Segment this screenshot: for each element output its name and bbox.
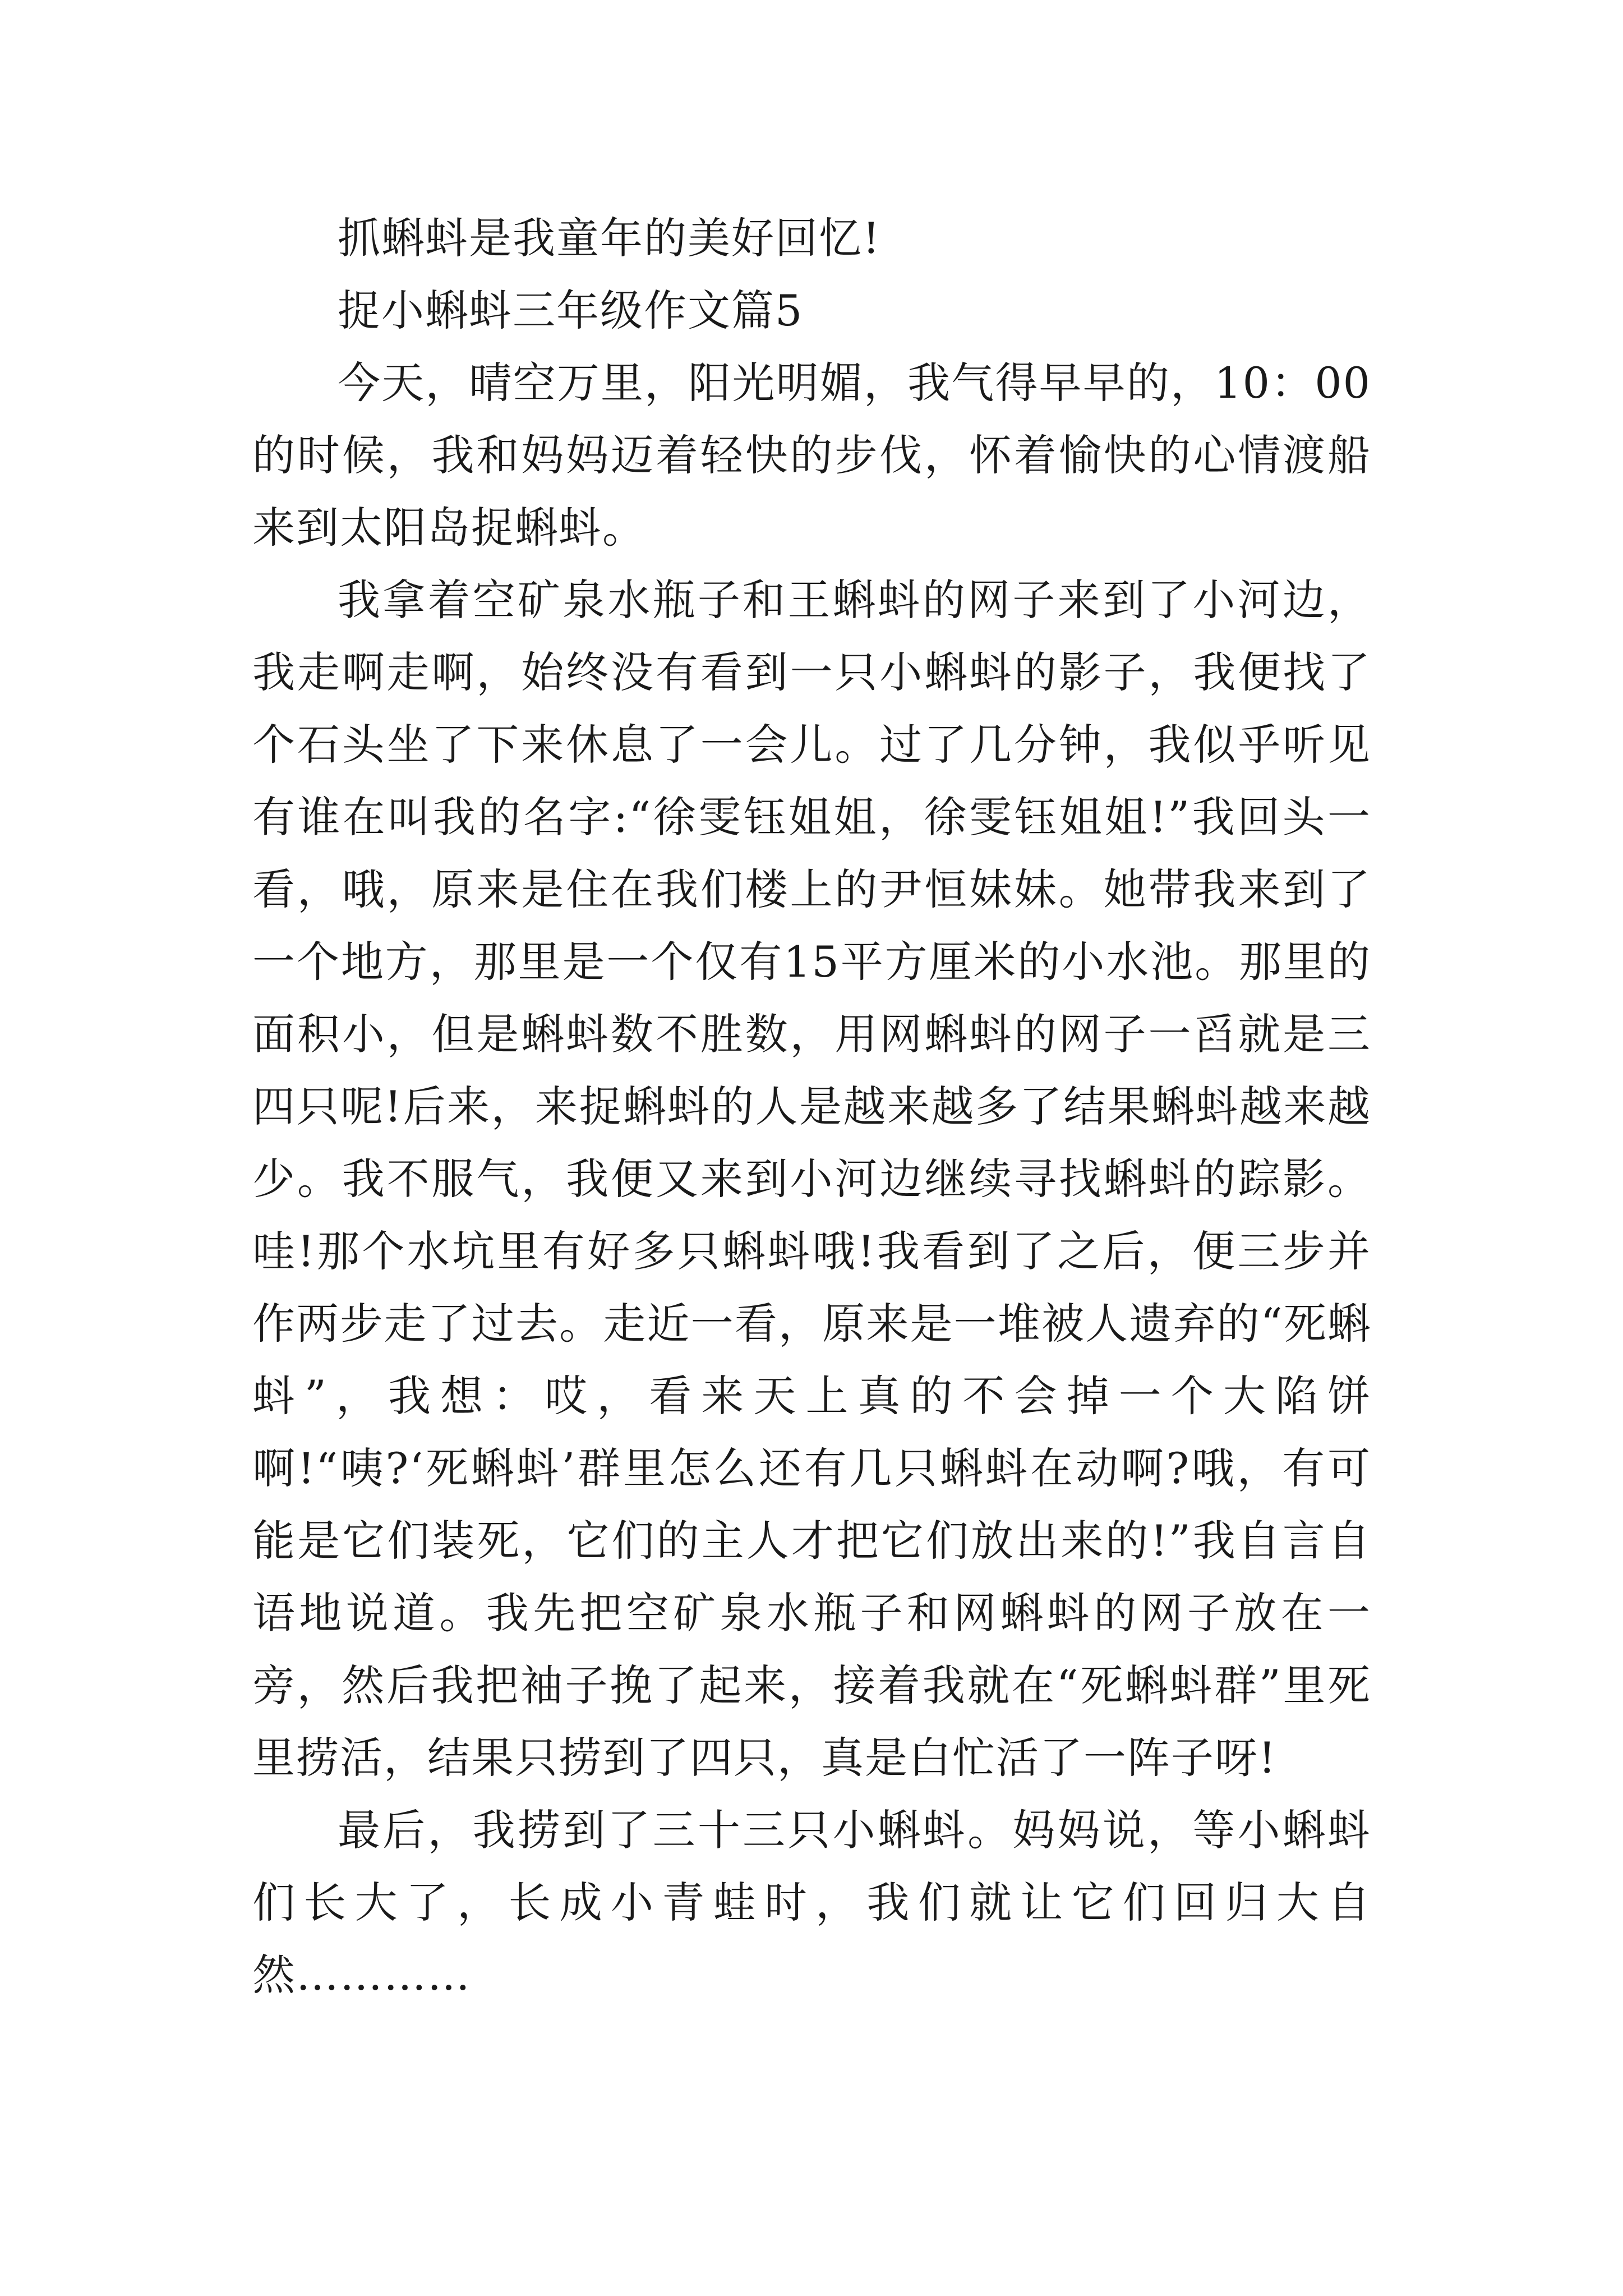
closing-line-previous-essay: 抓蝌蚪是我童年的美好回忆! [338, 213, 881, 263]
paragraph-intro: 今天，晴空万里，阳光明媚，我气得早早的，10：00的时候，我和妈妈迈着轻快的步伐，怀着愉快的心情渡船来到太阳岛捉蝌蚪。 [252, 358, 1371, 553]
essay-body [252, 202, 1371, 2011]
paragraph-main: 我拿着空矿泉水瓶子和王蝌蚪的网子来到了小河边，我走啊走啊，始终没有看到一只小蝌蚪的影子，我便找了个石头坐了下来休息了一会儿。过了几分钟，我似乎听见有谁在叫我的名字:“徐雯钰姐姐，徐雯钰姐姐!”我回头一看，哦，原来是住在我们楼上的尹恒妹妹。她带我来到了一个地方，那里是一个仅有15平方厘米的小水池。那里的面积小，但是蝌蚪数不胜数，用网蝌蚪的网子一舀就是三四只呢!后来，来捉蝌蚪的人是越来越多了结果蝌蚪越来越少。我不服气，我便又来到小河边继续寻找蝌蚪的踪影。哇!那个水坑里有好多只蝌蚪哦!我看到了之后，便三步并作两步走了过去。走近一看，原来是一堆被人遗弃的“死蝌蚪”，我想：哎，看来天上真的不会掉一个大陷饼啊!“咦?‘死蝌蚪’群里怎么还有几只蝌蚪在动啊?哦，有可能是它们装死，它们的主人才把它们放出来的!”我自言自语地说道。我先把空矿泉水瓶子和网蝌蚪的网子放在一旁，然后我把袖子挽了起来，接着我就在“死蝌蚪群”里死里捞活，结果只捞到了四只，真是白忙活了一阵子呀! [252, 575, 1371, 1783]
essay-title: 捉小蝌蚪三年级作文篇5 [338, 286, 804, 335]
paragraph-ending: 最后，我捞到了三十三只小蝌蚪。妈妈说，等小蝌蚪们长大了，长成小青蛙时，我们就让它们回归大自然………… [252, 1805, 1371, 2000]
